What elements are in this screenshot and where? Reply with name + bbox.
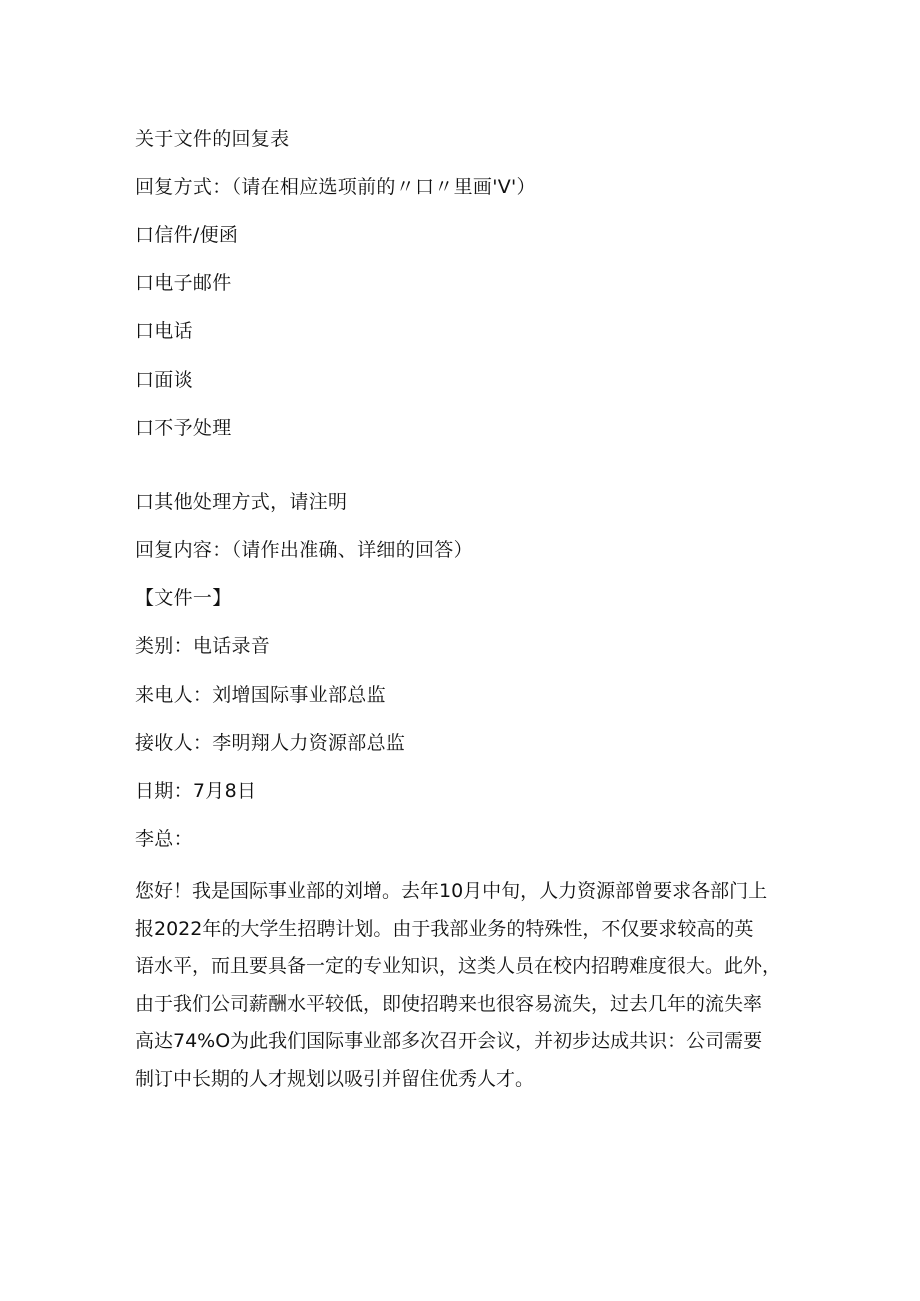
body-line: 制订中长期的人才规划以吸引并留住优秀人才。 bbox=[135, 1067, 535, 1090]
body-paragraph bbox=[135, 873, 795, 1099]
option-other: 口其他处理方式，请注明 bbox=[135, 491, 348, 513]
option-interview: 口面谈 bbox=[135, 369, 193, 391]
body-line: 高达74%O为此我们国际事业部多次召开会议，并初步达成共识：公司需要 bbox=[135, 1030, 763, 1053]
option-no-action: 口不予处理 bbox=[135, 417, 232, 439]
receiver-line: 接收人：李明翔人力资源部总监 bbox=[135, 732, 406, 754]
caller-line: 来电人：刘增国际事业部总监 bbox=[135, 684, 386, 706]
file-heading: 【文件一】 bbox=[135, 587, 232, 609]
document-title: 关于文件的回复表 bbox=[135, 128, 290, 150]
reply-method-label: 回复方式：（请在相应选项前的〃口〃里画'V'） bbox=[135, 176, 536, 198]
option-email: 口电子邮件 bbox=[135, 272, 232, 294]
salutation: 李总： bbox=[135, 828, 193, 850]
date-line: 日期：7月8日 bbox=[135, 780, 257, 802]
reply-content-label: 回复内容：（请作出准确、详细的回答） bbox=[135, 539, 473, 561]
option-phone: 口电话 bbox=[135, 320, 193, 342]
body-line: 报2022年的大学生招聘计划。由于我部业务的特殊性，不仅要求较高的英 bbox=[135, 917, 754, 940]
option-letter-memo: 口信件/便函 bbox=[135, 224, 239, 246]
category-line: 类别：电话录音 bbox=[135, 635, 271, 657]
body-line: 由于我们公司薪酬水平较低，即使招聘来也很容易流失，过去几年的流失率 bbox=[135, 992, 763, 1015]
body-line: 语水平，而且要具备一定的专业知识，这类人员在校内招聘难度很大。此外， bbox=[135, 955, 782, 978]
body-line: 您好！我是国际事业部的刘增。去年10月中旬，人力资源部曾要求各部门上 bbox=[135, 880, 768, 902]
